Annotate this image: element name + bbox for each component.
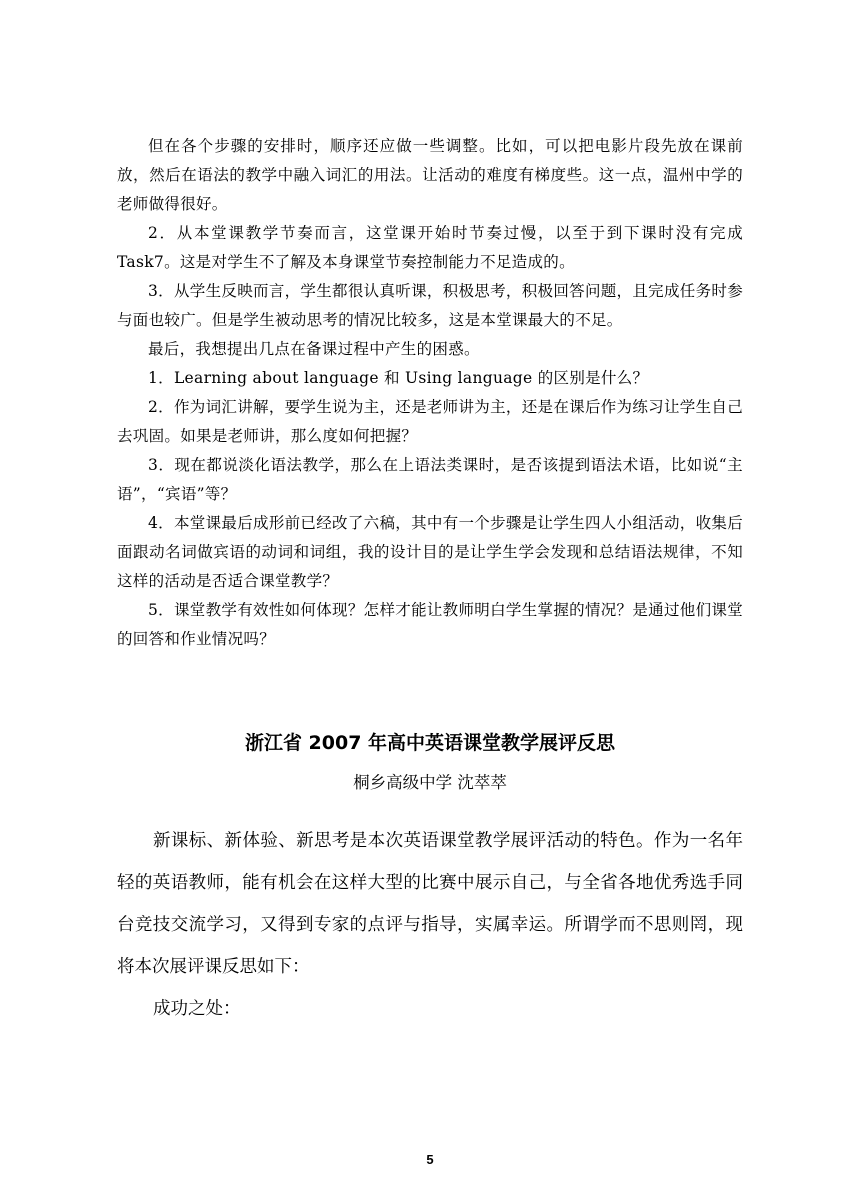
paragraph-introduction: 新课标、新体验、新思考是本次英语课堂教学展评活动的特色。作为一名年轻的英语教师，能有机会在这样大型的比赛中展示自己，与全省各地优秀选手同台竞技交流学习，又得到专家的点评与指导，实属幸运。所谓学而不思则罔，现将本次展评课反思如下：: [117, 831, 743, 977]
article-byline: 桐乡高级中学 沈萃萃: [353, 773, 507, 792]
paragraph-step-adjustment: 但在各个步骤的安排时，顺序还应做一些调整。比如，可以把电影片段先放在课前放，然后在语法的教学中融入词汇的用法。让活动的难度有梯度些。这一点，温州中学的老师做得很好。: [117, 137, 743, 213]
question-item-3: 3．现在都说淡化语法教学，那么在上语法类课时，是否该提到语法术语，比如说“主语”，“宾语”等？: [117, 456, 743, 503]
question-item-5: 5．课堂教学有效性如何体现？怎样才能让教师明白学生掌握的情况？是通过他们课堂的回答和作业情况吗？: [117, 601, 743, 648]
reflection-continued-section: [117, 132, 743, 654]
page-number: 5: [426, 1152, 434, 1167]
question-item-2: 2．作为词汇讲解，要学生说为主，还是老师讲为主，还是在课后作为练习让学生自己去巩固。如果是老师讲，那么度如何把握？: [117, 398, 743, 445]
paragraph-successes-heading: 成功之处：: [153, 999, 241, 1019]
paragraph-teaching-pace: 2．从本堂课教学节奏而言，这堂课开始时节奏过慢，以至于到下课时没有完成Task7。这是对学生不了解及本身课堂节奏控制能力不足造成的。: [117, 224, 743, 271]
question-item-4: 4．本堂课最后成形前已经改了六稿，其中有一个步骤是让学生四人小组活动，收集后面跟动名词做宾语的动词和词组，我的设计目的是让学生学会发现和总结语法规律，不知这样的活动是否适合课堂教学？: [117, 514, 743, 590]
paragraph-student-response: 3．从学生反映而言，学生都很认真听课，积极思考，积极回答问题，且完成任务时参与面也较广。但是学生被动思考的情况比较多，这是本堂课最大的不足。: [117, 282, 743, 329]
question-item-1: 1．Learning about language 和 Using language 的区别是什么？: [148, 369, 649, 387]
new-article-body: [117, 820, 743, 1030]
paragraph-questions-intro: 最后，我想提出几点在备课过程中产生的困惑。: [148, 340, 480, 358]
article-title: 浙江省 2007 年高中英语课堂教学展评反思: [244, 732, 616, 754]
